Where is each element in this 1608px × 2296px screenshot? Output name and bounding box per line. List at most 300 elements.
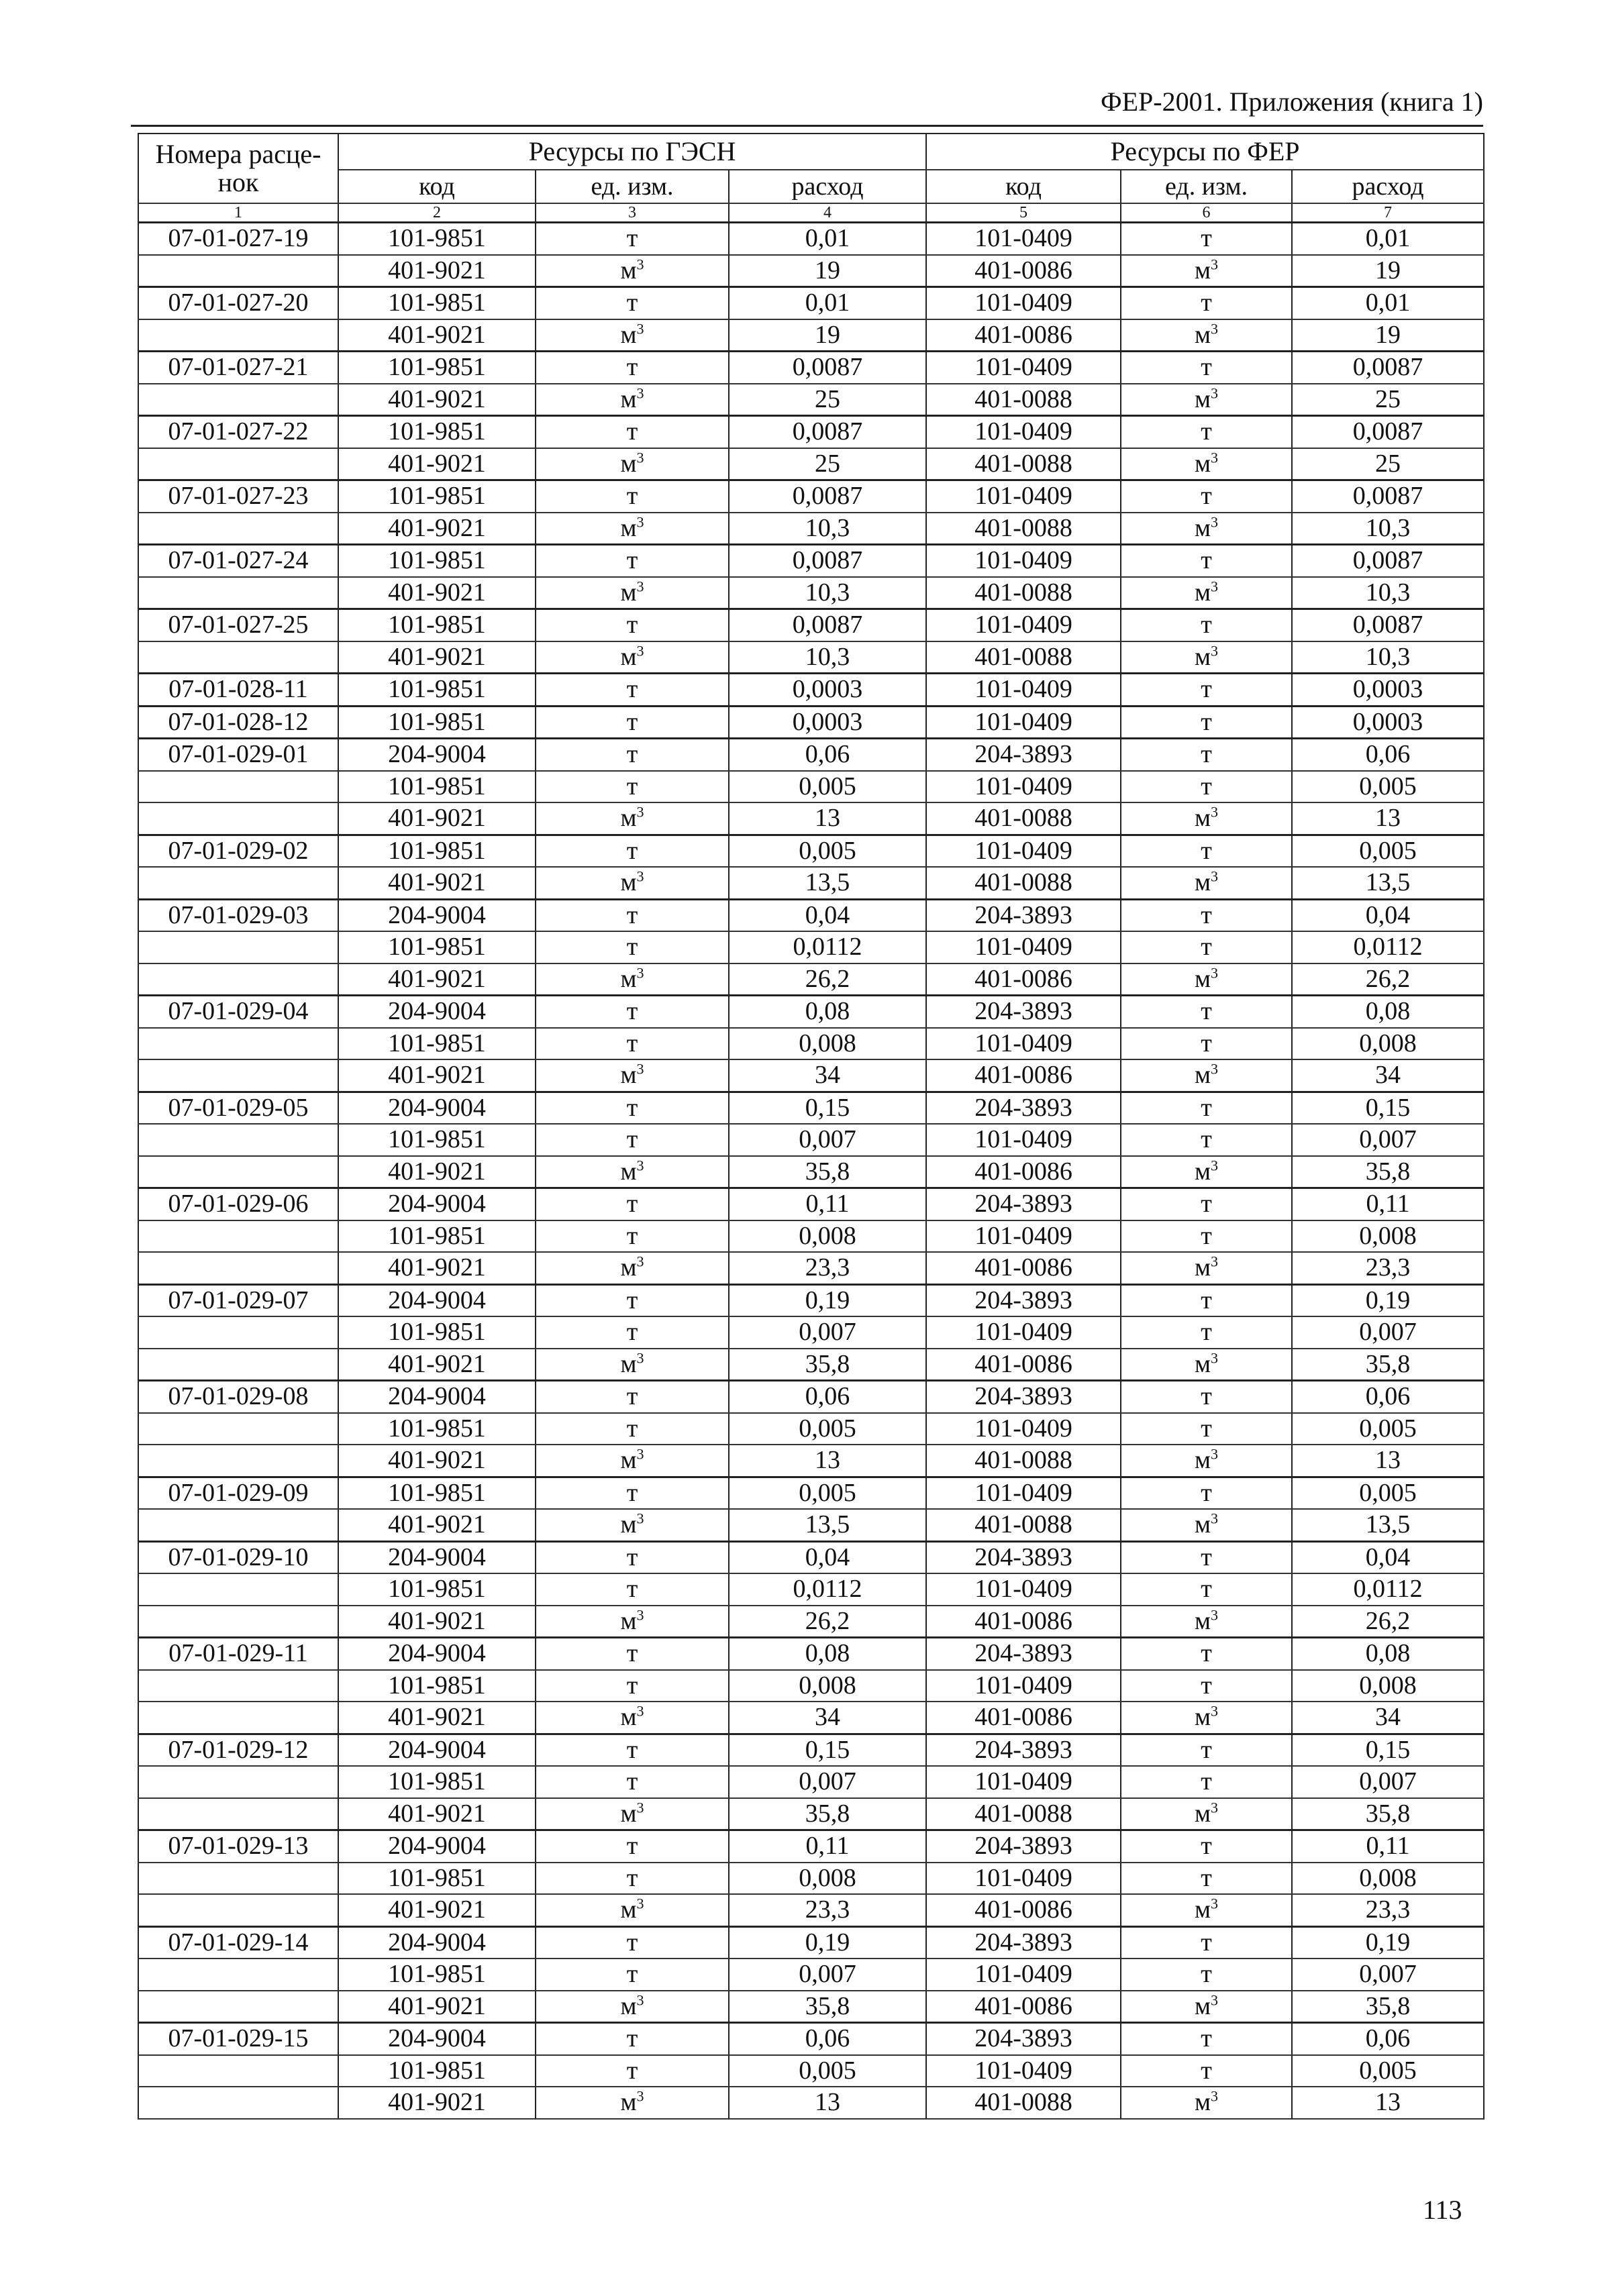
unit-text: т (1201, 2024, 1212, 2053)
unit-text: м (620, 256, 637, 284)
gesn-code-cell: 204-9004 (338, 1638, 536, 1670)
fer-unit-cell (1121, 802, 1292, 835)
unit-text: т (1201, 1575, 1212, 1604)
unit-text: т (1201, 1767, 1212, 1796)
fer-quantity-cell: 0,005 (1292, 771, 1484, 803)
gesn-quantity-cell: 0,007 (729, 1124, 926, 1156)
fer-code-cell: 401-0088 (926, 448, 1121, 480)
fer-code-cell: 204-3893 (926, 2023, 1121, 2055)
table-row (138, 1445, 1484, 1477)
unit-exponent: 3 (1211, 642, 1219, 660)
fer-code-cell: 401-0086 (926, 1894, 1121, 1926)
fer-quantity-cell: 0,04 (1292, 1541, 1484, 1573)
unit-text: м (1195, 1991, 1211, 2020)
gesn-unit-cell (536, 1059, 729, 1092)
column-number: 6 (1121, 203, 1292, 223)
fer-unit-cell (1121, 1188, 1292, 1220)
unit-text: м (620, 578, 637, 607)
gesn-quantity-cell: 23,3 (729, 1894, 926, 1926)
unit-exponent: 3 (636, 642, 644, 660)
gesn-code-cell: 401-9021 (338, 1991, 536, 2023)
fer-unit-cell (1121, 1573, 1292, 1606)
rate-number-cell (138, 1863, 338, 1895)
unit-exponent: 3 (636, 1253, 644, 1270)
fer-unit-cell (1121, 1959, 1292, 1991)
fer-code-cell: 401-0086 (926, 319, 1121, 352)
fer-quantity-cell: 23,3 (1292, 1894, 1484, 1926)
gesn-quantity-cell: 0,0003 (729, 706, 926, 739)
table-row (138, 448, 1484, 480)
fer-code-cell: 401-0086 (926, 1702, 1121, 1734)
rate-number-cell: 07-01-027-20 (138, 287, 338, 319)
unit-exponent: 3 (1211, 513, 1219, 531)
gesn-code-cell: 101-9851 (338, 1413, 536, 1445)
gesn-quantity-cell: 0,19 (729, 1926, 926, 1959)
gesn-unit-cell (536, 802, 729, 835)
table-row (138, 1059, 1484, 1092)
fer-quantity-cell: 0,005 (1292, 2055, 1484, 2087)
unit-text: т (626, 1863, 638, 1892)
unit-text: т (626, 933, 638, 961)
rate-number-cell (138, 448, 338, 480)
gesn-quantity-cell: 13 (729, 1445, 926, 1477)
rate-number-cell: 07-01-027-22 (138, 416, 338, 448)
rate-number-cell (138, 1220, 338, 1253)
table-row (138, 1188, 1484, 1220)
gesn-quantity-cell: 0,15 (729, 1092, 926, 1124)
fer-unit-cell (1121, 1477, 1292, 1509)
gesn-code-cell: 401-9021 (338, 641, 536, 674)
fer-quantity-cell: 0,15 (1292, 1092, 1484, 1124)
fer-quantity-cell: 34 (1292, 1702, 1484, 1734)
gesn-code-cell: 101-9851 (338, 1477, 536, 1509)
rate-number-cell: 07-01-027-23 (138, 480, 338, 513)
table-row (138, 1798, 1484, 1830)
fer-unit-cell (1121, 1991, 1292, 2023)
table-row (138, 255, 1484, 287)
unit-exponent: 3 (1211, 1895, 1219, 1912)
fer-code-cell: 101-0409 (926, 1477, 1121, 1509)
unit-text: т (1201, 546, 1212, 575)
unit-text: т (626, 1671, 638, 1700)
header-gesn-code: код (338, 170, 536, 203)
unit-exponent: 3 (1211, 1799, 1219, 1816)
fer-unit-cell (1121, 416, 1292, 448)
table-row (138, 1638, 1484, 1670)
gesn-code-cell: 101-9851 (338, 416, 536, 448)
fer-unit-cell (1121, 319, 1292, 352)
rate-number-cell: 07-01-028-11 (138, 674, 338, 707)
unit-text: т (626, 740, 638, 769)
gesn-code-cell: 204-9004 (338, 1830, 536, 1863)
gesn-code-cell: 401-9021 (338, 963, 536, 996)
fer-unit-cell (1121, 1220, 1292, 1253)
fer-quantity-cell: 0,19 (1292, 1926, 1484, 1959)
gesn-quantity-cell: 0,007 (729, 1959, 926, 1991)
gesn-unit-cell (536, 1766, 729, 1798)
unit-exponent: 3 (1211, 1510, 1219, 1527)
gesn-code-cell: 401-9021 (338, 802, 536, 835)
gesn-quantity-cell: 0,005 (729, 2055, 926, 2087)
rate-number-cell (138, 1509, 338, 1541)
unit-exponent: 3 (636, 1991, 644, 2009)
unit-text: т (1201, 224, 1212, 253)
gesn-quantity-cell: 0,0087 (729, 416, 926, 448)
gesn-quantity-cell: 0,0087 (729, 352, 926, 384)
fer-quantity-cell: 0,0087 (1292, 480, 1484, 513)
column-number: 3 (536, 203, 729, 223)
gesn-code-cell: 204-9004 (338, 2023, 536, 2055)
table-body (138, 223, 1484, 2119)
fer-quantity-cell: 0,005 (1292, 1477, 1484, 1509)
unit-exponent: 3 (1211, 256, 1219, 273)
unit-text: м (620, 804, 637, 833)
fer-quantity-cell: 0,06 (1292, 739, 1484, 771)
rate-number-cell: 07-01-029-10 (138, 1541, 338, 1573)
gesn-code-cell: 401-9021 (338, 1509, 536, 1541)
unit-text: т (626, 1382, 638, 1411)
table-row (138, 1830, 1484, 1863)
table-row (138, 1606, 1484, 1638)
unit-text: т (1201, 1125, 1212, 1154)
fer-code-cell: 401-0086 (926, 963, 1121, 996)
fer-quantity-cell: 34 (1292, 1059, 1484, 1092)
unit-exponent: 3 (1211, 1445, 1219, 1463)
fer-quantity-cell: 10,3 (1292, 513, 1484, 545)
unit-text: т (626, 1928, 638, 1956)
fer-code-cell: 204-3893 (926, 1092, 1121, 1124)
unit-text: т (626, 289, 638, 317)
table-row (138, 1316, 1484, 1349)
gesn-code-cell: 204-9004 (338, 1541, 536, 1573)
fer-code-cell: 401-0086 (926, 255, 1121, 287)
gesn-code-cell: 401-9021 (338, 1702, 536, 1734)
gesn-code-cell: 101-9851 (338, 771, 536, 803)
fer-code-cell: 401-0086 (926, 1606, 1121, 1638)
gesn-quantity-cell: 26,2 (729, 963, 926, 996)
gesn-unit-cell (536, 1863, 729, 1895)
rate-number-cell (138, 255, 338, 287)
gesn-unit-cell (536, 835, 729, 867)
fer-unit-cell (1121, 1830, 1292, 1863)
fer-unit-cell (1121, 931, 1292, 963)
fer-unit-cell (1121, 1445, 1292, 1477)
fer-quantity-cell: 0,0087 (1292, 352, 1484, 384)
gesn-quantity-cell: 0,007 (729, 1766, 926, 1798)
gesn-code-cell: 101-9851 (338, 1766, 536, 1798)
fer-code-cell: 204-3893 (926, 899, 1121, 931)
unit-text: м (1195, 384, 1211, 413)
unit-text: т (1201, 836, 1212, 865)
gesn-unit-cell (536, 2023, 729, 2055)
gesn-quantity-cell: 25 (729, 448, 926, 480)
table-row (138, 867, 1484, 899)
gesn-unit-cell (536, 1445, 729, 1477)
unit-text: м (620, 1799, 637, 1828)
rate-number-cell: 07-01-029-14 (138, 1926, 338, 1959)
table-row (138, 802, 1484, 835)
fer-code-cell: 101-0409 (926, 1863, 1121, 1895)
gesn-quantity-cell: 0,0087 (729, 545, 926, 577)
fer-quantity-cell: 0,08 (1292, 996, 1484, 1028)
unit-text: м (620, 1510, 637, 1539)
table-row (138, 641, 1484, 674)
header-rate-number: Номера расце-нок (138, 134, 338, 203)
column-number: 5 (926, 203, 1121, 223)
table-row (138, 1092, 1484, 1124)
gesn-code-cell: 101-9851 (338, 1959, 536, 1991)
gesn-unit-cell (536, 1284, 729, 1316)
gesn-unit-cell (536, 674, 729, 707)
rate-number-cell (138, 1702, 338, 1734)
unit-text: м (1195, 1349, 1211, 1378)
fer-code-cell: 401-0088 (926, 802, 1121, 835)
unit-exponent: 3 (1211, 1991, 1219, 2009)
fer-code-cell: 101-0409 (926, 931, 1121, 963)
gesn-code-cell: 204-9004 (338, 1284, 536, 1316)
unit-exponent: 3 (636, 1895, 644, 1912)
unit-text: м (620, 513, 637, 542)
fer-unit-cell (1121, 1798, 1292, 1830)
fer-quantity-cell: 35,8 (1292, 1798, 1484, 1830)
rate-number-cell: 07-01-029-12 (138, 1734, 338, 1766)
gesn-quantity-cell: 0,06 (729, 739, 926, 771)
unit-text: т (626, 1093, 638, 1122)
unit-text: т (1201, 1960, 1212, 1989)
fer-unit-cell (1121, 384, 1292, 416)
unit-text: т (626, 2056, 638, 2085)
gesn-unit-cell (536, 1894, 729, 1926)
fer-unit-cell (1121, 674, 1292, 707)
header-gesn-quantity: расход (729, 170, 926, 203)
fer-unit-cell (1121, 739, 1292, 771)
unit-text: м (620, 1061, 637, 1090)
fer-quantity-cell: 0,008 (1292, 1863, 1484, 1895)
table-row (138, 771, 1484, 803)
fer-quantity-cell: 0,01 (1292, 223, 1484, 255)
gesn-unit-cell (536, 1830, 729, 1863)
gesn-quantity-cell: 35,8 (729, 1991, 926, 2023)
table-row (138, 1349, 1484, 1381)
unit-exponent: 3 (1211, 1253, 1219, 1270)
unit-text: т (1201, 1735, 1212, 1764)
unit-exponent: 3 (636, 964, 644, 982)
gesn-quantity-cell: 13,5 (729, 867, 926, 899)
table-row (138, 931, 1484, 963)
fer-quantity-cell: 0,007 (1292, 1766, 1484, 1798)
unit-text: т (626, 1221, 638, 1250)
table-row (138, 1284, 1484, 1316)
gesn-code-cell: 101-9851 (338, 1670, 536, 1702)
rate-number-cell (138, 513, 338, 545)
rate-number-cell: 07-01-027-24 (138, 545, 338, 577)
rate-number-cell: 07-01-029-04 (138, 996, 338, 1028)
gesn-unit-cell (536, 1477, 729, 1509)
gesn-code-cell: 401-9021 (338, 2087, 536, 2119)
table-row (138, 480, 1484, 513)
gesn-quantity-cell: 0,19 (729, 1284, 926, 1316)
unit-exponent: 3 (636, 1510, 644, 1527)
unit-text: м (620, 1606, 637, 1635)
gesn-code-cell: 101-9851 (338, 2055, 536, 2087)
unit-text: т (1201, 1478, 1212, 1507)
gesn-unit-cell (536, 1638, 729, 1670)
rate-number-cell (138, 931, 338, 963)
gesn-quantity-cell: 10,3 (729, 641, 926, 674)
unit-text: м (620, 384, 637, 413)
gesn-quantity-cell: 19 (729, 319, 926, 352)
gesn-quantity-cell: 0,06 (729, 1381, 926, 1413)
fer-quantity-cell: 0,06 (1292, 2023, 1484, 2055)
gesn-code-cell: 401-9021 (338, 1252, 536, 1284)
rate-number-cell (138, 577, 338, 609)
gesn-quantity-cell: 0,04 (729, 899, 926, 931)
gesn-code-cell: 101-9851 (338, 545, 536, 577)
gesn-code-cell: 401-9021 (338, 1059, 536, 1092)
unit-text: м (1195, 1253, 1211, 1282)
gesn-unit-cell (536, 1734, 729, 1766)
fer-quantity-cell: 0,005 (1292, 1413, 1484, 1445)
fer-quantity-cell: 10,3 (1292, 641, 1484, 674)
table-row (138, 2087, 1484, 2119)
fer-quantity-cell: 0,0112 (1292, 931, 1484, 963)
unit-text: т (626, 353, 638, 382)
rate-number-cell (138, 1059, 338, 1092)
table-header (138, 134, 1484, 223)
fer-quantity-cell: 0,0087 (1292, 609, 1484, 641)
gesn-unit-cell (536, 513, 729, 545)
unit-exponent: 3 (1211, 1060, 1219, 1078)
unit-text: м (1195, 964, 1211, 993)
fer-unit-cell (1121, 706, 1292, 739)
fer-code-cell: 101-0409 (926, 1220, 1121, 1253)
gesn-quantity-cell: 19 (729, 255, 926, 287)
table-row (138, 963, 1484, 996)
gesn-unit-cell (536, 706, 729, 739)
unit-text: т (1201, 1029, 1212, 1057)
unit-text: м (620, 1253, 637, 1282)
fer-unit-cell (1121, 287, 1292, 319)
fer-quantity-cell: 0,005 (1292, 835, 1484, 867)
fer-quantity-cell: 26,2 (1292, 1606, 1484, 1638)
unit-exponent: 3 (1211, 320, 1219, 337)
fer-unit-cell (1121, 1092, 1292, 1124)
rate-number-cell (138, 1413, 338, 1445)
gesn-quantity-cell: 35,8 (729, 1798, 926, 1830)
unit-text: м (1195, 449, 1211, 478)
table-row (138, 1413, 1484, 1445)
column-number: 1 (138, 203, 338, 223)
fer-unit-cell (1121, 1413, 1292, 1445)
fer-unit-cell (1121, 899, 1292, 931)
gesn-unit-cell (536, 1252, 729, 1284)
fer-quantity-cell: 0,008 (1292, 1028, 1484, 1060)
rate-number-cell (138, 2055, 338, 2087)
gesn-unit-cell (536, 1349, 729, 1381)
fer-code-cell: 101-0409 (926, 287, 1121, 319)
gesn-quantity-cell: 0,005 (729, 1477, 926, 1509)
fer-unit-cell (1121, 1926, 1292, 1959)
gesn-quantity-cell: 0,01 (729, 223, 926, 255)
gesn-code-cell: 101-9851 (338, 609, 536, 641)
unit-exponent: 3 (636, 1702, 644, 1720)
fer-code-cell: 101-0409 (926, 1413, 1121, 1445)
fer-unit-cell (1121, 2023, 1292, 2055)
fer-unit-cell (1121, 1028, 1292, 1060)
unit-text: м (620, 320, 637, 349)
unit-text: м (1195, 1061, 1211, 1090)
gesn-unit-cell (536, 319, 729, 352)
unit-exponent: 3 (1211, 384, 1219, 402)
fer-quantity-cell: 13 (1292, 802, 1484, 835)
gesn-unit-cell (536, 1702, 729, 1734)
gesn-code-cell: 101-9851 (338, 1124, 536, 1156)
fer-code-cell: 101-0409 (926, 480, 1121, 513)
gesn-code-cell: 101-9851 (338, 287, 536, 319)
fer-unit-cell (1121, 1252, 1292, 1284)
gesn-code-cell: 204-9004 (338, 1926, 536, 1959)
fer-quantity-cell: 13,5 (1292, 867, 1484, 899)
fer-code-cell: 204-3893 (926, 1188, 1121, 1220)
fer-unit-cell (1121, 1509, 1292, 1541)
gesn-unit-cell (536, 577, 729, 609)
fer-code-cell: 204-3893 (926, 996, 1121, 1028)
gesn-quantity-cell: 0,0003 (729, 674, 926, 707)
unit-exponent: 3 (1211, 803, 1219, 821)
column-number: 4 (729, 203, 926, 223)
fer-unit-cell (1121, 2055, 1292, 2087)
fer-unit-cell (1121, 771, 1292, 803)
rate-number-cell (138, 1894, 338, 1926)
fer-code-cell: 101-0409 (926, 706, 1121, 739)
rate-number-cell (138, 1349, 338, 1381)
gesn-code-cell: 401-9021 (338, 448, 536, 480)
unit-text: т (626, 1318, 638, 1347)
fer-code-cell: 101-0409 (926, 352, 1121, 384)
gesn-unit-cell (536, 1092, 729, 1124)
gesn-quantity-cell: 0,11 (729, 1830, 926, 1863)
unit-text: т (626, 1735, 638, 1764)
rate-number-cell: 07-01-028-12 (138, 706, 338, 739)
gesn-code-cell: 204-9004 (338, 739, 536, 771)
fer-quantity-cell: 0,01 (1292, 287, 1484, 319)
unit-text: т (626, 836, 638, 865)
rate-number-cell (138, 771, 338, 803)
unit-text: т (626, 1029, 638, 1057)
gesn-code-cell: 401-9021 (338, 255, 536, 287)
gesn-code-cell: 401-9021 (338, 384, 536, 416)
fer-unit-cell (1121, 1766, 1292, 1798)
gesn-unit-cell (536, 1991, 729, 2023)
unit-text: м (620, 868, 637, 897)
table-row (138, 2055, 1484, 2087)
unit-exponent: 3 (1211, 1606, 1219, 1624)
column-number: 7 (1292, 203, 1484, 223)
page-number: 113 (1423, 2195, 1462, 2225)
unit-text: т (1201, 1832, 1212, 1861)
unit-text: т (626, 1960, 638, 1989)
gesn-code-cell: 401-9021 (338, 1606, 536, 1638)
unit-exponent: 3 (636, 2087, 644, 2105)
table-row (138, 1702, 1484, 1734)
gesn-unit-cell (536, 641, 729, 674)
fer-unit-cell (1121, 480, 1292, 513)
gesn-code-cell: 204-9004 (338, 899, 536, 931)
gesn-quantity-cell: 10,3 (729, 513, 926, 545)
table-row (138, 545, 1484, 577)
unit-exponent: 3 (636, 513, 644, 531)
unit-exponent: 3 (636, 449, 644, 466)
